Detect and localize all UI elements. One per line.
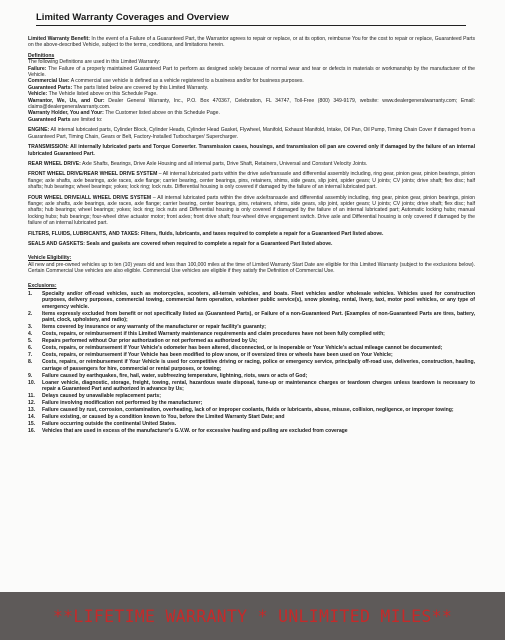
exclusions-list bbox=[28, 291, 475, 434]
definition-item: Guaranteed Parts: The parts listed below are covered by this Limited Warranty. bbox=[28, 84, 209, 91]
coverage-rear-wheel-drive: REAR WHEEL DRIVE: Axle Shafts, Bearings, Drive Axle Housing and all internal parts, Drive Shaft, Retainers, Universal and Constant Velocity Joints. bbox=[28, 160, 368, 167]
list-item: 5. Repairs performed without Our prior authorization or not performed as authorized by Us; bbox=[28, 338, 258, 345]
list-item: 7. Costs, repairs, or reimbursement if Your Vehicle has been modified to plow snow, or if oversized tires or wheels have been used on Your Vehicle; bbox=[28, 352, 393, 359]
benefit-text: In the event of a Failure of a Guaranteed Part, the Warrantor agrees to repair or replace, or at its option, reimburse You for the cost to repair or replace, Guaranteed Parts on the above-described Vehicle, subject to the terms, conditions, and limitations herein. bbox=[28, 36, 475, 49]
definition-item: Warrantor, We, Us, and Our: Dealer General Warranty, Inc., P.O. Box 470367, Celebration, FL 34747, Toll-Free (800) 349-9179, website: www.dealergeneralwarranty.com; Email: claims@dealergeneralwarranty.com. bbox=[28, 97, 475, 111]
list-item: 11. Delays caused by unavailable replacement parts; bbox=[28, 393, 161, 400]
definition-item: Guaranteed Parts are limited to: bbox=[28, 116, 103, 123]
document-title: Limited Warranty Coverages and Overview bbox=[36, 12, 466, 26]
definition-item: Failure: The Failure of a properly maintained Guaranteed Part to perform as designed solely because of normal wear and tear or defects in materials or workmanship by the manufacturer of the Vehicle. bbox=[28, 65, 475, 79]
benefit-paragraph bbox=[28, 36, 475, 49]
list-item: 8. Costs, repairs, or reimbursement if Your Vehicle is used for competitive driving or racing, police or emergency service, principally off-road use, deliveries, construction, hauling, carriage of passengers for hire, commercial or rental purposes, or towing; bbox=[28, 359, 475, 372]
list-item: 3. Items covered by insurance or any warranty of the manufacturer or repair facility's guaranty; bbox=[28, 324, 266, 331]
definitions-intro: The following Definitions are used in this Limited Warranty: bbox=[28, 59, 161, 66]
document-body bbox=[28, 36, 475, 435]
list-item: 9. Failure caused by earthquakes, fire, hail, water, subfreezing temperature, lightning, riots, wars or acts of God; bbox=[28, 372, 308, 379]
coverage-seals-gaskets: SEALS AND GASKETS: Seals and gaskets are covered when required to complete a repair for a Guaranteed Part listed above. bbox=[28, 240, 333, 247]
list-item: 16. Vehicles that are used in excess of the manufacturer's G.V.W. or for excessive hauling and pulling are excluded from coverage bbox=[28, 428, 348, 435]
list-item: 15. Failure occurring outside the continental United States. bbox=[28, 421, 177, 428]
list-item: 4. Costs, repairs, or reimbursement if this Limited Warranty maintenance requirements and claim procedures have not been fully complied with; bbox=[28, 331, 385, 338]
definitions-section bbox=[28, 53, 475, 123]
coverage-filters-fluids: FILTERS, FLUIDS, LUBRICANTS, AND TAXES: Filters, fluids, lubricants, and taxes required to complete a repair for a Guaranteed Part listed above. bbox=[28, 230, 384, 237]
eligibility-heading: Vehicle Eligibility: bbox=[28, 255, 72, 262]
list-item: 10. Loaner vehicle, diagnostic, storage, freight, towing, rental, hazardous waste disposal, tune-up or maintenance charges or teardown charges unless teardown is necessary to repair a Guaranteed Part and authorized in advance by Us; bbox=[28, 379, 475, 393]
coverage-transmission: TRANSMISSION: All internally lubricated parts and Torque Converter. Transmission cases, housings, and transmission oil pan are covered only if damaged by the failure of an internal lubricated Guaranteed Part. bbox=[28, 144, 475, 157]
banner-text: **LIFETIME WARRANTY * UNLIMITED MILES** bbox=[52, 606, 453, 626]
definitions-heading: Definitions bbox=[28, 52, 55, 59]
list-item: 12. Failure involving modification not performed by the manufacturer; bbox=[28, 400, 203, 407]
eligibility-text: All new and pre-owned vehicles up to ten (10) years old and less than 100,000 miles at the time of Limited Warranty Start Date are eligible for this Limited Warranty (subject to the exclusions below). Certain Commercial Use vehicles are also eligible. Commercial Use vehicles are eligible if they satisfy the Definition of Commercial Use. bbox=[28, 261, 475, 275]
exclusions-heading: Exclusions: bbox=[28, 282, 57, 289]
list-item: 6. Costs, repairs, or reimbursement if Your Vehicle's odometer has been altered, disconnected, or is inoperable or Your Vehicle's actual mileage cannot be documented; bbox=[28, 345, 443, 352]
definition-item: Vehicle: The Vehicle listed above on this Schedule Page. bbox=[28, 91, 158, 98]
coverage-four-wheel-drive: FOUR WHEEL DRIVE/ALL WHEEL DRIVE SYSTEM – All internal lubricated parts within the drive axle/transaxle and differential assembly including, ring gear, pinion gear, pinion bearings, pinion flange; axle shafts, axle bearings, axle races, axle flange; carrier bearing, center bearings, pins, retainers, shims, side gears, slip joint, spider gears; U joints; CV joints; drive shaft; flex disc; half shafts; hub bearings; wheel bearings; yokes; lock ring; lock nuts and Differential housing is only covered if damaged by the failure of an internal lubricated part; Automatic locking hubs; manual locking hubs; hub bearings; four-wheel drive actuator motor; front axles; front drive shaft; four-wheel drive engagement switch. Drive axle and Differential housing is only covered if damaged by the failure of an internal lubricated part. bbox=[28, 194, 475, 227]
coverage-front-wheel-drive: FRONT WHEEL DRIVE/REAR WHEEL DRIVE SYSTEM – All internal lubricated parts within the drive axle/transaxle and differential assembly including, ring gear, pinion gear, pinion bearings, pinion flange; axle shafts, axle bearings, axle races, axle flange; carrier bearing, center bearings, pins, retainers, shims, side gears, slip joint, spider gears; U joints; CV joints; drive shaft; flex disc; half shafts; hub bearings; wheel bearings; yokes; lock ring; lock nuts. Differential housing is only covered if damaged by the failure of an internal lubricated part. bbox=[28, 171, 475, 191]
benefit-label: Limited Warranty Benefit: bbox=[28, 36, 90, 42]
definition-item: Warranty Holder, You and Your: The Customer listed above on this Schedule Page. bbox=[28, 110, 220, 117]
list-item: 1. Specialty and/or off-road vehicles, such as motorcycles, scooters, all-terrain vehicles, and boats. Fleet vehicles and/or wholesale vehicles. Vehicles used for construction purposes, delivery purposes, commercial towing, commercial farm operation, volunteer public service(s), snow plowing, rental, livery, taxi, motor pool vehicles, or any type of emergency vehicle. bbox=[28, 291, 475, 310]
lifetime-warranty-banner bbox=[0, 592, 505, 640]
coverage-engine: ENGINE: All internal lubricated parts, Cylinder Block, Cylinder Heads, Cylinder Head Gasket, Flywheel, Manifold, Exhaust Manifold, Intake, Oil Pan, Oil Pump, Timing Chain Cover if damaged from a Guaranteed Part, Timing Chain, Gears or Belt, Factory-Installed Turbocharger/ Supercharger. bbox=[28, 127, 476, 140]
definition-item: Commercial Use: A commercial use vehicle is defined as a vehicle registered to a business and/or for business purposes. bbox=[28, 78, 304, 85]
list-item: 2. Items expressly excluded from benefit or not specifically listed as (Guaranteed Parts), or Failure of a non-Guaranteed Part. (Examples of non-Guaranteed Parts are tires, battery, paint, clock, upholstery, and radio); bbox=[28, 310, 475, 324]
list-item: 14. Failure existing, or caused by a condition known to You, before the Limited Warranty Start Date; and bbox=[28, 414, 285, 421]
list-item: 13. Failure caused by rust, corrosion, contamination, overheating, lack of or improper coolants, fluids or lubricants, abuse, misuse, collision, negligence, or improper towing; bbox=[28, 407, 454, 414]
